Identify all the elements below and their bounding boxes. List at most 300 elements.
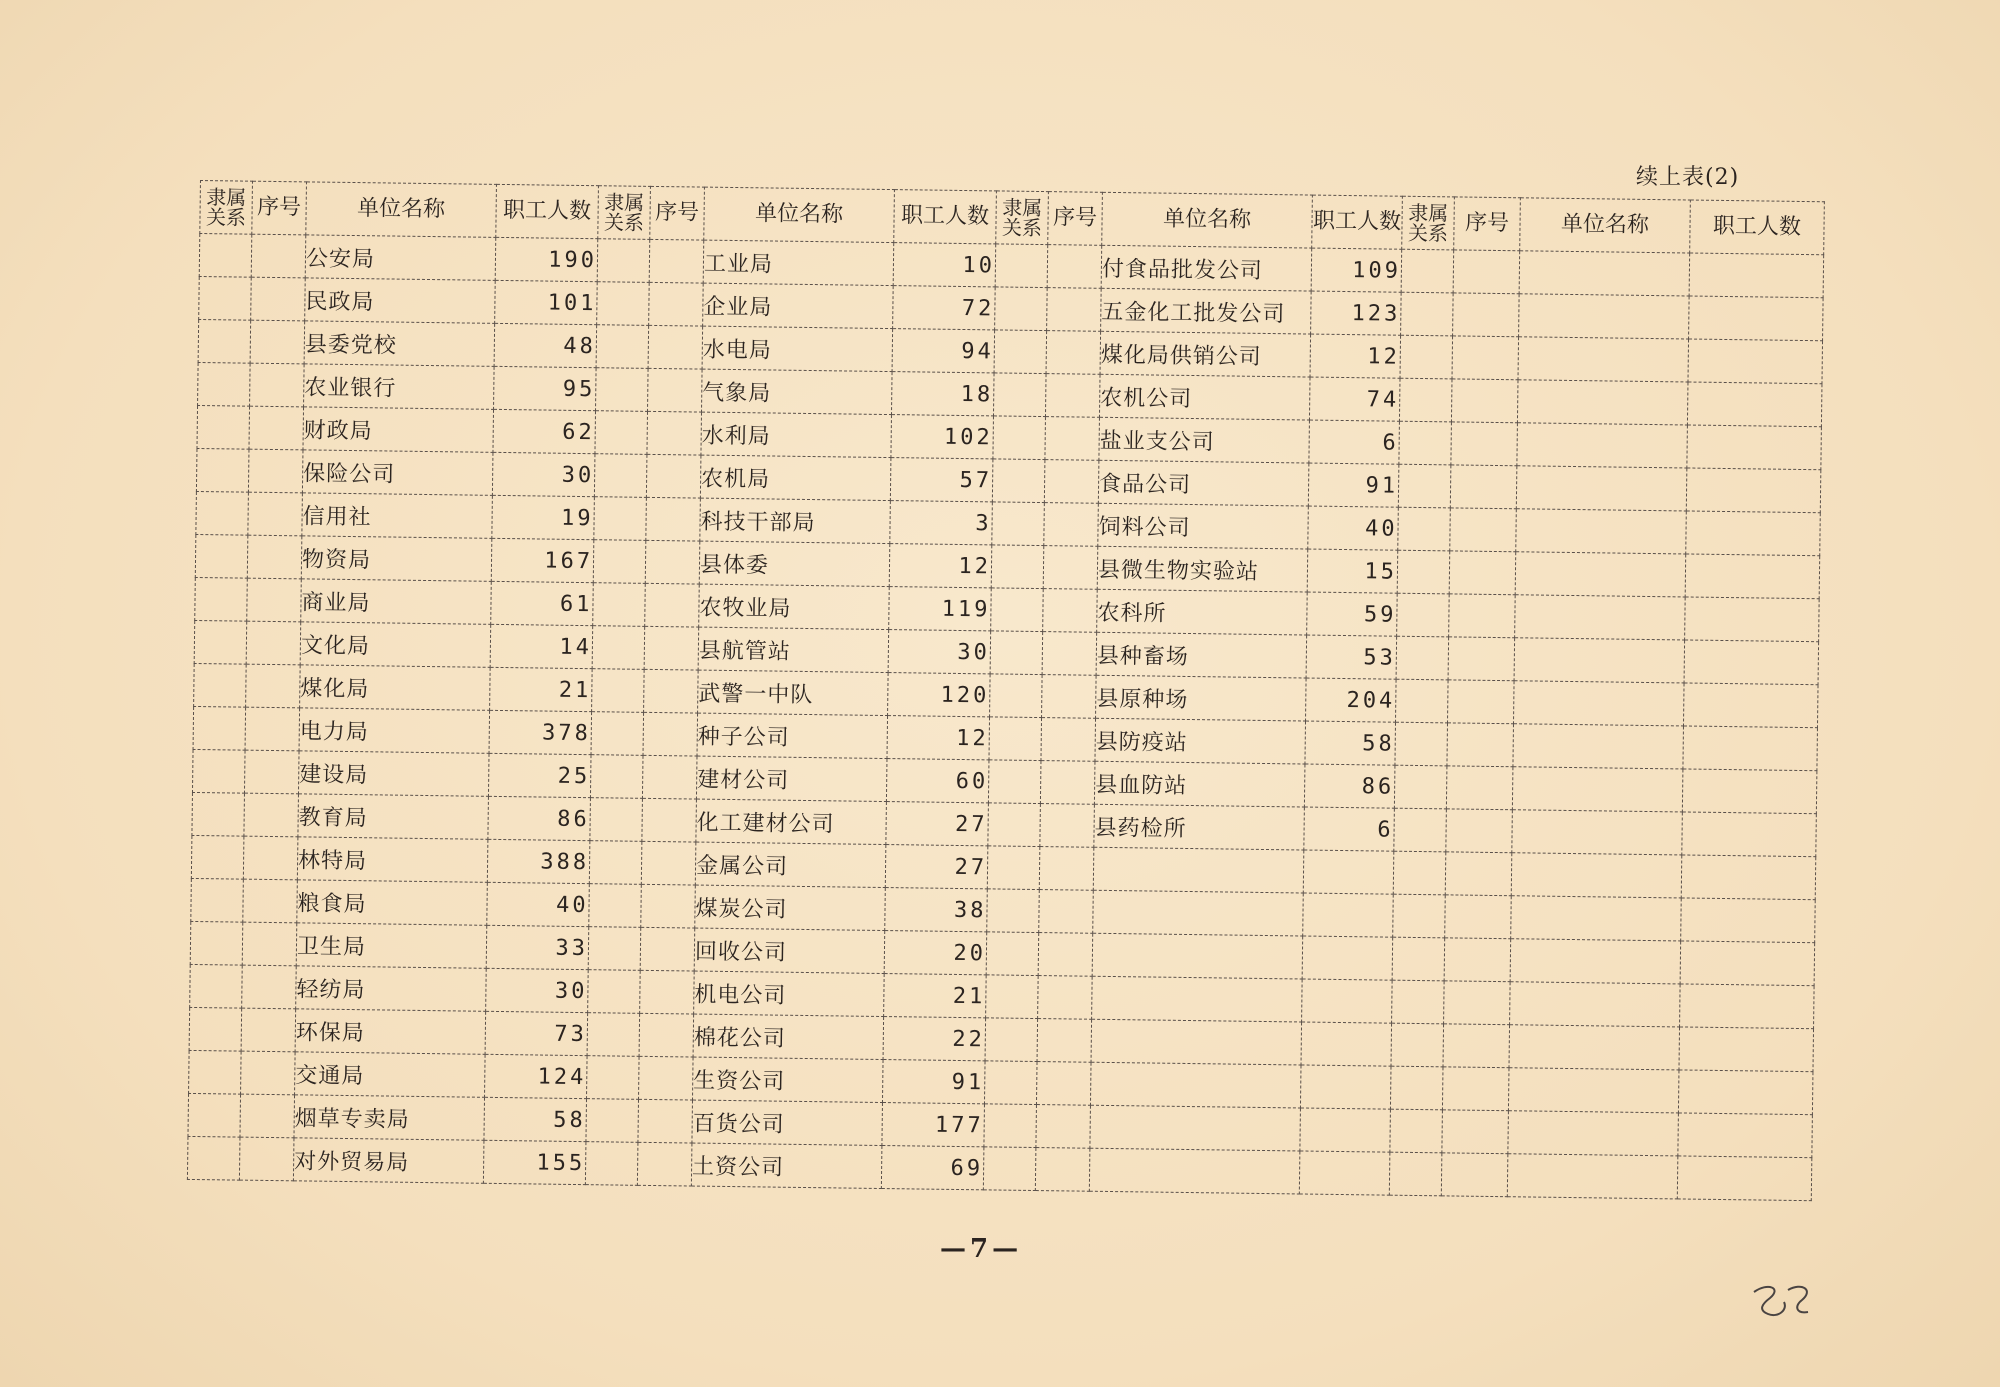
relation-cell [1392, 980, 1445, 1024]
seq-cell [1450, 465, 1517, 509]
seq-cell [1045, 417, 1100, 461]
unit-name-cell [1510, 939, 1681, 984]
staff-count-cell [1300, 1065, 1391, 1109]
unit-name-cell: 烟草专卖局 [294, 1095, 485, 1140]
relation-cell [1399, 421, 1452, 465]
unit-name-cell [1093, 890, 1304, 936]
relation-cell [589, 841, 642, 885]
staff-count-cell: 59 [1307, 592, 1398, 636]
staff-count-cell [1683, 683, 1818, 728]
unit-name-cell [1507, 1154, 1678, 1199]
unit-name-cell: 付食品批发公司 [1101, 245, 1312, 291]
seq-cell [648, 325, 703, 369]
seq-cell [240, 1094, 295, 1138]
staff-count-cell: 15 [1307, 549, 1398, 593]
relation-cell [191, 835, 244, 879]
relation-cell [990, 631, 1043, 675]
staff-count-cell: 74 [1309, 377, 1400, 421]
staff-count-cell: 62 [493, 409, 596, 453]
seq-cell [1444, 981, 1511, 1025]
unit-name-cell: 民政局 [305, 278, 496, 323]
relation-cell [993, 373, 1046, 417]
staff-count-cell: 95 [494, 366, 597, 410]
staff-count-cell [1677, 1156, 1812, 1201]
staff-count-cell: 109 [1311, 248, 1402, 292]
staff-count-cell: 53 [1306, 635, 1397, 679]
staff-count-cell: 120 [888, 673, 991, 717]
relation-cell [1397, 593, 1450, 637]
relation-cell [592, 669, 645, 713]
seq-cell [1035, 1148, 1090, 1192]
continued-label: 续上表(2) [1636, 165, 1740, 190]
unit-name-cell: 金属公司 [695, 842, 886, 887]
handwritten-margin-mark [1748, 1280, 1818, 1324]
seq-cell [241, 1051, 296, 1095]
unit-name-cell: 棉花公司 [693, 1014, 884, 1059]
relation-cell [188, 1093, 241, 1137]
unit-name-cell: 信用社 [302, 493, 493, 538]
seq-cell [642, 798, 697, 842]
unit-name-cell: 商业局 [301, 579, 492, 624]
seq-cell [649, 282, 704, 326]
seq-cell [1036, 1062, 1091, 1106]
header-relation: 隶属关系 [200, 181, 253, 235]
seq-cell [1451, 422, 1518, 466]
staff-count-cell [1682, 812, 1817, 857]
unit-name-cell: 交通局 [295, 1052, 486, 1097]
seq-cell [1040, 804, 1095, 848]
relation-cell [994, 330, 1047, 374]
staff-count-cell: 91 [882, 1060, 985, 1104]
unit-name-cell: 公安局 [305, 235, 496, 280]
unit-name-cell [1510, 982, 1681, 1027]
seq-cell [248, 492, 303, 536]
relation-cell [190, 964, 243, 1008]
unit-name-cell [1517, 380, 1688, 425]
unit-name-cell [1092, 976, 1303, 1022]
seq-cell [247, 578, 302, 622]
seq-cell [1442, 1067, 1509, 1111]
relation-cell [594, 454, 647, 498]
unit-name-cell: 物资局 [301, 536, 492, 581]
staff-count-cell: 155 [483, 1140, 586, 1184]
page-number: —7— [940, 1234, 1023, 1264]
relation-cell [1399, 378, 1452, 422]
header-relation: 隶属关系 [996, 191, 1049, 245]
relation-cell [1390, 1066, 1443, 1110]
staff-count-cell: 22 [883, 1017, 986, 1061]
staff-count-cell: 12 [887, 716, 990, 760]
unit-name-cell [1517, 423, 1688, 468]
relation-cell [990, 674, 1043, 718]
staff-count-cell: 25 [488, 753, 591, 797]
staff-count-cell: 40 [1308, 506, 1399, 550]
relation-cell [191, 878, 244, 922]
unit-name-cell: 回收公司 [694, 928, 885, 973]
unit-name-cell [1511, 853, 1682, 898]
relation-cell [597, 282, 650, 326]
staff-count-cell [1686, 511, 1821, 556]
unit-name-cell: 粮食局 [297, 880, 488, 925]
seq-cell [250, 363, 305, 407]
header-unit-name: 单位名称 [1520, 198, 1691, 253]
unit-name-cell: 教育局 [298, 794, 489, 839]
seq-cell [1449, 594, 1516, 638]
seq-cell [249, 406, 304, 450]
staff-count-cell: 101 [495, 280, 598, 324]
seq-cell [645, 540, 700, 584]
seq-cell [239, 1137, 294, 1181]
relation-cell [986, 932, 1039, 976]
unit-name-cell: 县微生物实验站 [1097, 546, 1308, 592]
seq-cell [1449, 551, 1516, 595]
seq-cell [1448, 637, 1515, 681]
relation-cell [983, 1147, 1036, 1191]
relation-cell [199, 276, 252, 320]
seq-cell [1447, 723, 1514, 767]
seq-cell [1040, 761, 1095, 805]
unit-name-cell: 食品公司 [1098, 460, 1309, 506]
unit-name-cell: 工业局 [703, 240, 894, 285]
unit-name-cell [1512, 767, 1683, 812]
unit-name-cell [1513, 724, 1684, 769]
relation-cell [988, 760, 1041, 804]
seq-cell [648, 368, 703, 412]
staff-count-cell: 38 [885, 888, 988, 932]
seq-cell [247, 535, 302, 579]
unit-name-cell: 煤化局 [300, 665, 491, 710]
seq-cell [1445, 852, 1512, 896]
unit-name-cell [1509, 1025, 1680, 1070]
seq-cell [1443, 1024, 1510, 1068]
seq-cell [1037, 1019, 1092, 1063]
seq-cell [1039, 847, 1094, 891]
staff-count-cell [1303, 850, 1394, 894]
staff-count-cell: 21 [884, 974, 987, 1018]
seq-cell [638, 1099, 693, 1143]
staff-count-cell: 30 [492, 452, 595, 496]
staff-count-cell [1301, 1022, 1392, 1066]
staff-count-cell: 69 [881, 1146, 984, 1190]
unit-name-cell: 饲料公司 [1098, 503, 1309, 549]
unit-name-cell: 煤炭公司 [695, 885, 886, 930]
staff-count-cell [1678, 1113, 1813, 1158]
relation-cell [194, 663, 247, 707]
staff-count-cell: 73 [485, 1011, 588, 1055]
relation-cell [992, 502, 1045, 546]
header-seq: 序号 [252, 181, 307, 235]
unit-name-cell [1090, 1105, 1301, 1151]
staff-count-cell: 60 [886, 759, 989, 803]
unit-name-cell: 煤化局供销公司 [1100, 331, 1311, 377]
seq-cell [1044, 460, 1099, 504]
seq-cell [639, 1056, 694, 1100]
unit-name-cell: 县药检所 [1094, 804, 1305, 850]
relation-cell [595, 411, 648, 455]
unit-name-cell: 县血防站 [1094, 761, 1305, 807]
unit-name-cell: 县航管站 [698, 627, 889, 672]
header-staff-count: 职工人数 [894, 190, 997, 244]
relation-cell [995, 244, 1048, 288]
relation-cell [986, 975, 1039, 1019]
relation-cell [1397, 550, 1450, 594]
unit-name-cell [1512, 810, 1683, 855]
seq-cell [1038, 933, 1093, 977]
unit-name-cell: 卫生局 [296, 923, 487, 968]
relation-cell [993, 416, 1046, 460]
relation-cell [985, 1018, 1038, 1062]
relation-cell [588, 927, 641, 971]
unit-name-cell [1515, 595, 1686, 640]
staff-count-cell: 91 [1308, 463, 1399, 507]
relation-cell [192, 792, 245, 836]
seq-cell [1444, 938, 1511, 982]
seq-cell [646, 454, 701, 498]
unit-name-cell [1089, 1148, 1300, 1194]
seq-cell [1043, 589, 1098, 633]
relation-cell [596, 325, 649, 369]
staff-count-cell: 21 [490, 667, 593, 711]
unit-name-cell: 保险公司 [302, 450, 493, 495]
seq-cell [1036, 1105, 1091, 1149]
unit-name-cell: 水电局 [702, 326, 893, 371]
relation-cell [987, 846, 1040, 890]
staff-count-cell [1302, 936, 1393, 980]
staff-table [187, 180, 1825, 1201]
seq-cell [640, 927, 695, 971]
relation-cell [597, 239, 650, 283]
staff-count-cell: 388 [487, 839, 590, 883]
unit-name-cell: 种子公司 [697, 713, 888, 758]
unit-name-cell: 化工建材公司 [696, 799, 887, 844]
header-unit-name: 单位名称 [704, 187, 895, 242]
unit-name-cell [1093, 847, 1304, 893]
seq-cell [639, 1013, 694, 1057]
unit-name-cell: 文化局 [300, 622, 491, 667]
staff-count-cell: 12 [889, 544, 992, 588]
seq-cell [1039, 890, 1094, 934]
unit-name-cell: 生资公司 [692, 1057, 883, 1102]
seq-cell [245, 707, 300, 751]
unit-name-cell [1518, 337, 1689, 382]
relation-cell [198, 362, 251, 406]
relation-cell [590, 798, 643, 842]
seq-cell [1442, 1110, 1509, 1154]
relation-cell [1390, 1109, 1443, 1153]
relation-cell [1391, 1023, 1444, 1067]
relation-cell [1394, 765, 1447, 809]
unit-name-cell [1508, 1111, 1679, 1156]
relation-cell [585, 1142, 638, 1186]
staff-count-cell: 20 [884, 931, 987, 975]
staff-count-cell: 61 [491, 581, 594, 625]
seq-cell [644, 669, 699, 713]
staff-count-cell: 102 [891, 415, 994, 459]
header-relation: 隶属关系 [1402, 196, 1455, 250]
staff-count-cell: 30 [888, 630, 991, 674]
relation-cell [196, 448, 249, 492]
relation-cell [1395, 722, 1448, 766]
staff-count-cell: 10 [893, 243, 996, 287]
header-staff-count: 职工人数 [1690, 200, 1825, 255]
staff-count-cell: 190 [495, 237, 598, 281]
seq-cell [1453, 293, 1520, 337]
seq-cell [243, 836, 298, 880]
staff-count-cell: 30 [486, 968, 589, 1012]
unit-name-cell: 环保局 [295, 1009, 486, 1054]
relation-cell [984, 1104, 1037, 1148]
seq-cell [246, 621, 301, 665]
unit-name-cell: 水利局 [701, 412, 892, 457]
staff-count-cell: 119 [889, 587, 992, 631]
seq-cell [1446, 766, 1513, 810]
relation-cell [192, 749, 245, 793]
seq-cell [642, 755, 697, 799]
relation-cell [989, 717, 1042, 761]
relation-cell [995, 287, 1048, 331]
staff-count-cell: 204 [1306, 678, 1397, 722]
unit-name-cell: 电力局 [299, 708, 490, 753]
unit-name-cell: 县原种场 [1096, 675, 1307, 721]
unit-name-cell [1516, 466, 1687, 511]
relation-cell [195, 577, 248, 621]
staff-count-cell [1684, 640, 1819, 685]
seq-cell [1441, 1153, 1508, 1197]
unit-name-cell: 科技干部局 [700, 498, 891, 543]
seq-cell [643, 712, 698, 756]
seq-cell [1043, 546, 1098, 590]
relation-cell [593, 583, 646, 627]
relation-cell [589, 884, 642, 928]
unit-name-cell: 县种畜场 [1096, 632, 1307, 678]
header-relation: 隶属关系 [598, 186, 651, 240]
header-staff-count: 职工人数 [496, 184, 599, 238]
unit-name-cell: 农牧业局 [699, 584, 890, 629]
relation-cell [991, 588, 1044, 632]
header-unit-name: 单位名称 [1102, 192, 1313, 248]
unit-name-cell [1508, 1068, 1679, 1113]
staff-ledger [187, 180, 1825, 1201]
staff-count-cell [1302, 979, 1393, 1023]
header-staff-count: 职工人数 [1312, 195, 1403, 249]
relation-cell [588, 970, 641, 1014]
staff-count-cell: 86 [1304, 764, 1395, 808]
seq-cell [1041, 718, 1096, 762]
staff-count-cell: 12 [1310, 334, 1401, 378]
staff-count-cell: 6 [1309, 420, 1400, 464]
seq-cell [248, 449, 303, 493]
relation-cell [587, 1056, 640, 1100]
staff-count-cell [1685, 554, 1820, 599]
unit-name-cell [1092, 933, 1303, 979]
seq-cell [646, 497, 701, 541]
seq-cell [1445, 895, 1512, 939]
relation-cell [591, 712, 644, 756]
seq-cell [640, 970, 695, 1014]
seq-cell [241, 1008, 296, 1052]
unit-name-cell: 轻纺局 [296, 966, 487, 1011]
seq-cell [1452, 336, 1519, 380]
staff-count-cell: 378 [489, 710, 592, 754]
relation-cell [1398, 507, 1451, 551]
header-seq: 序号 [1454, 197, 1521, 251]
seq-cell [242, 922, 297, 966]
relation-cell [1401, 249, 1454, 293]
seq-cell [242, 965, 297, 1009]
seq-cell [1446, 809, 1513, 853]
seq-cell [244, 793, 299, 837]
staff-count-cell [1299, 1151, 1390, 1195]
relation-cell [189, 1050, 242, 1094]
unit-name-cell [1090, 1062, 1301, 1108]
staff-count-cell [1680, 941, 1815, 986]
seq-cell [1453, 250, 1520, 294]
staff-count-cell [1680, 984, 1815, 1029]
unit-name-cell: 对外贸易局 [293, 1138, 484, 1183]
seq-cell [637, 1142, 692, 1186]
staff-count-cell: 124 [485, 1054, 588, 1098]
seq-cell [1046, 331, 1101, 375]
relation-cell [593, 540, 646, 584]
staff-count-cell: 57 [890, 458, 993, 502]
relation-cell [1396, 679, 1449, 723]
staff-count-cell: 58 [484, 1097, 587, 1141]
unit-name-cell: 气象局 [702, 369, 893, 414]
unit-name-cell: 盐业支公司 [1099, 417, 1310, 463]
staff-count-cell [1687, 382, 1822, 427]
unit-name-cell: 县防疫站 [1095, 718, 1306, 764]
seq-cell [251, 277, 306, 321]
relation-cell [992, 459, 1045, 503]
unit-name-cell [1091, 1019, 1302, 1065]
unit-name-cell [1511, 896, 1682, 941]
relation-cell [190, 921, 243, 965]
staff-count-cell: 33 [486, 925, 589, 969]
header-unit-name: 单位名称 [306, 182, 497, 237]
relation-cell [196, 491, 249, 535]
seq-cell [1047, 245, 1102, 289]
relation-cell [594, 497, 647, 541]
staff-count-cell: 94 [892, 329, 995, 373]
header-seq: 序号 [650, 186, 705, 240]
seq-cell [244, 750, 299, 794]
staff-count-cell [1682, 769, 1817, 814]
seq-cell [1045, 374, 1100, 418]
staff-count-cell: 177 [882, 1103, 985, 1147]
unit-name-cell [1513, 681, 1684, 726]
relation-cell [991, 545, 1044, 589]
relation-cell [596, 368, 649, 412]
staff-count-cell [1683, 726, 1818, 771]
unit-name-cell: 农科所 [1097, 589, 1308, 635]
seq-cell [1047, 288, 1102, 332]
staff-count-cell [1303, 893, 1394, 937]
unit-name-cell: 财政局 [303, 407, 494, 452]
unit-name-cell [1514, 638, 1685, 683]
unit-name-cell: 百货公司 [692, 1100, 883, 1145]
staff-count-cell [1689, 296, 1824, 341]
relation-cell [1401, 292, 1454, 336]
relation-cell [988, 803, 1041, 847]
staff-count-cell: 14 [490, 624, 593, 668]
staff-count-cell: 6 [1304, 807, 1395, 851]
seq-cell [1042, 632, 1097, 676]
seq-cell [641, 841, 696, 885]
seq-cell [1044, 503, 1099, 547]
unit-name-cell [1515, 552, 1686, 597]
relation-cell [586, 1099, 639, 1143]
table-body [187, 234, 1823, 1201]
